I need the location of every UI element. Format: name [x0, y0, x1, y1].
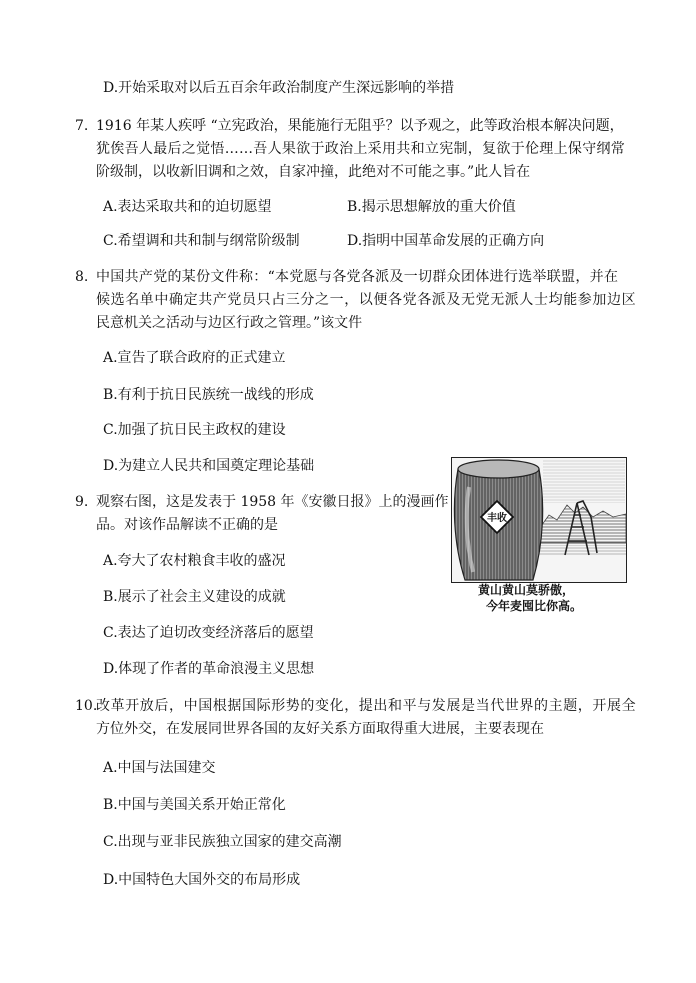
- q7-option-d: D.指明中国革命发展的正确方向: [347, 233, 545, 249]
- q10-stem-line-2: 方位外交，在发展同世界各国的友好关系方面取得重大进展，主要表现在: [96, 721, 544, 737]
- q8-number: 8.: [75, 269, 89, 285]
- q7-stem-line-3: 阶级制，以收新旧调和之效，自家冲撞，此绝对不可能之事。”此人旨在: [96, 164, 531, 180]
- ground-texture: [539, 545, 626, 555]
- q7-stem-line-2: 犹俟吾人最后之觉悟……吾人果欲于政治上采用共和立宪制，复欲于伦理上保守纲常: [96, 141, 626, 157]
- q8-option-c: C.加强了抗日民主政权的建设: [103, 422, 286, 438]
- q10-option-b: B.中国与美国关系开始正常化: [103, 797, 286, 813]
- q8-stem-line-2: 候选名单中确定共产党员只占三分之一，以便各党各派及无党无派人士均能参加边区: [96, 292, 637, 308]
- q9-option-a: A.夸大了农村粮食丰收的盛况: [103, 553, 286, 569]
- grain-bin-top: [458, 460, 539, 478]
- sky-texture: [543, 459, 625, 503]
- q8-option-a: A.宣告了联合政府的正式建立: [103, 350, 286, 366]
- bin-label: 丰收: [487, 513, 507, 524]
- q7-option-b: B.揭示思想解放的重大价值: [347, 199, 516, 215]
- q8-stem-line-3: 民意机关之活动与边区行政之管理。”该文件: [96, 315, 363, 331]
- q9-stem-line-2: 品。对该作品解读不正确的是: [96, 517, 278, 533]
- q10-stem-line-1: 改革开放后，中国根据国际形势的变化，提出和平与发展是当代世界的主题，开展全: [96, 698, 637, 714]
- cartoon-image: [451, 457, 627, 583]
- q6-option-d: D.开始采取对以后五百余年政治制度产生深远影响的举措: [103, 80, 455, 96]
- q9-option-d: D.体现了作者的革命浪漫主义思想: [103, 661, 315, 677]
- figure-caption-line-1: 黄山黄山莫骄傲，: [478, 583, 575, 597]
- q10-option-c: C.出现与亚非民族独立国家的建交高潮: [103, 834, 342, 850]
- q9-option-c: C.表达了迫切改变经济落后的愿望: [103, 625, 314, 641]
- q9-option-b: B.展示了社会主义建设的成就: [103, 589, 286, 605]
- figure-caption-line-2: 今年麦囤比你高。: [486, 599, 583, 613]
- cartoon-figure: [451, 457, 627, 583]
- q10-number: 10.: [75, 698, 98, 714]
- q8-option-b: B.有利于抗日民族统一战线的形成: [103, 387, 314, 403]
- q9-stem-line-1: 观察右图，这是发表于 1958 年《安徽日报》上的漫画作: [96, 494, 449, 510]
- q9-number: 9.: [75, 494, 89, 510]
- q7-option-a: A.表达采取共和的迫切愿望: [103, 199, 272, 215]
- q10-option-a: A.中国与法国建交: [103, 760, 216, 776]
- q8-stem-line-1: 中国共产党的某份文件称：“本党愿与各党各派及一切群众团体进行选举联盟，并在: [96, 269, 619, 285]
- q7-number: 7.: [75, 118, 89, 134]
- q10-option-d: D.中国特色大国外交的布局形成: [103, 872, 301, 888]
- q7-stem-line-1: 1916 年某人疾呼 “立宪政治，果能施行无阻乎？以予观之，此等政治根本解决问题，: [96, 118, 624, 134]
- q7-option-c: C.希望调和共和制与纲常阶级制: [103, 233, 300, 249]
- q8-option-d: D.为建立人民共和国奠定理论基础: [103, 458, 315, 474]
